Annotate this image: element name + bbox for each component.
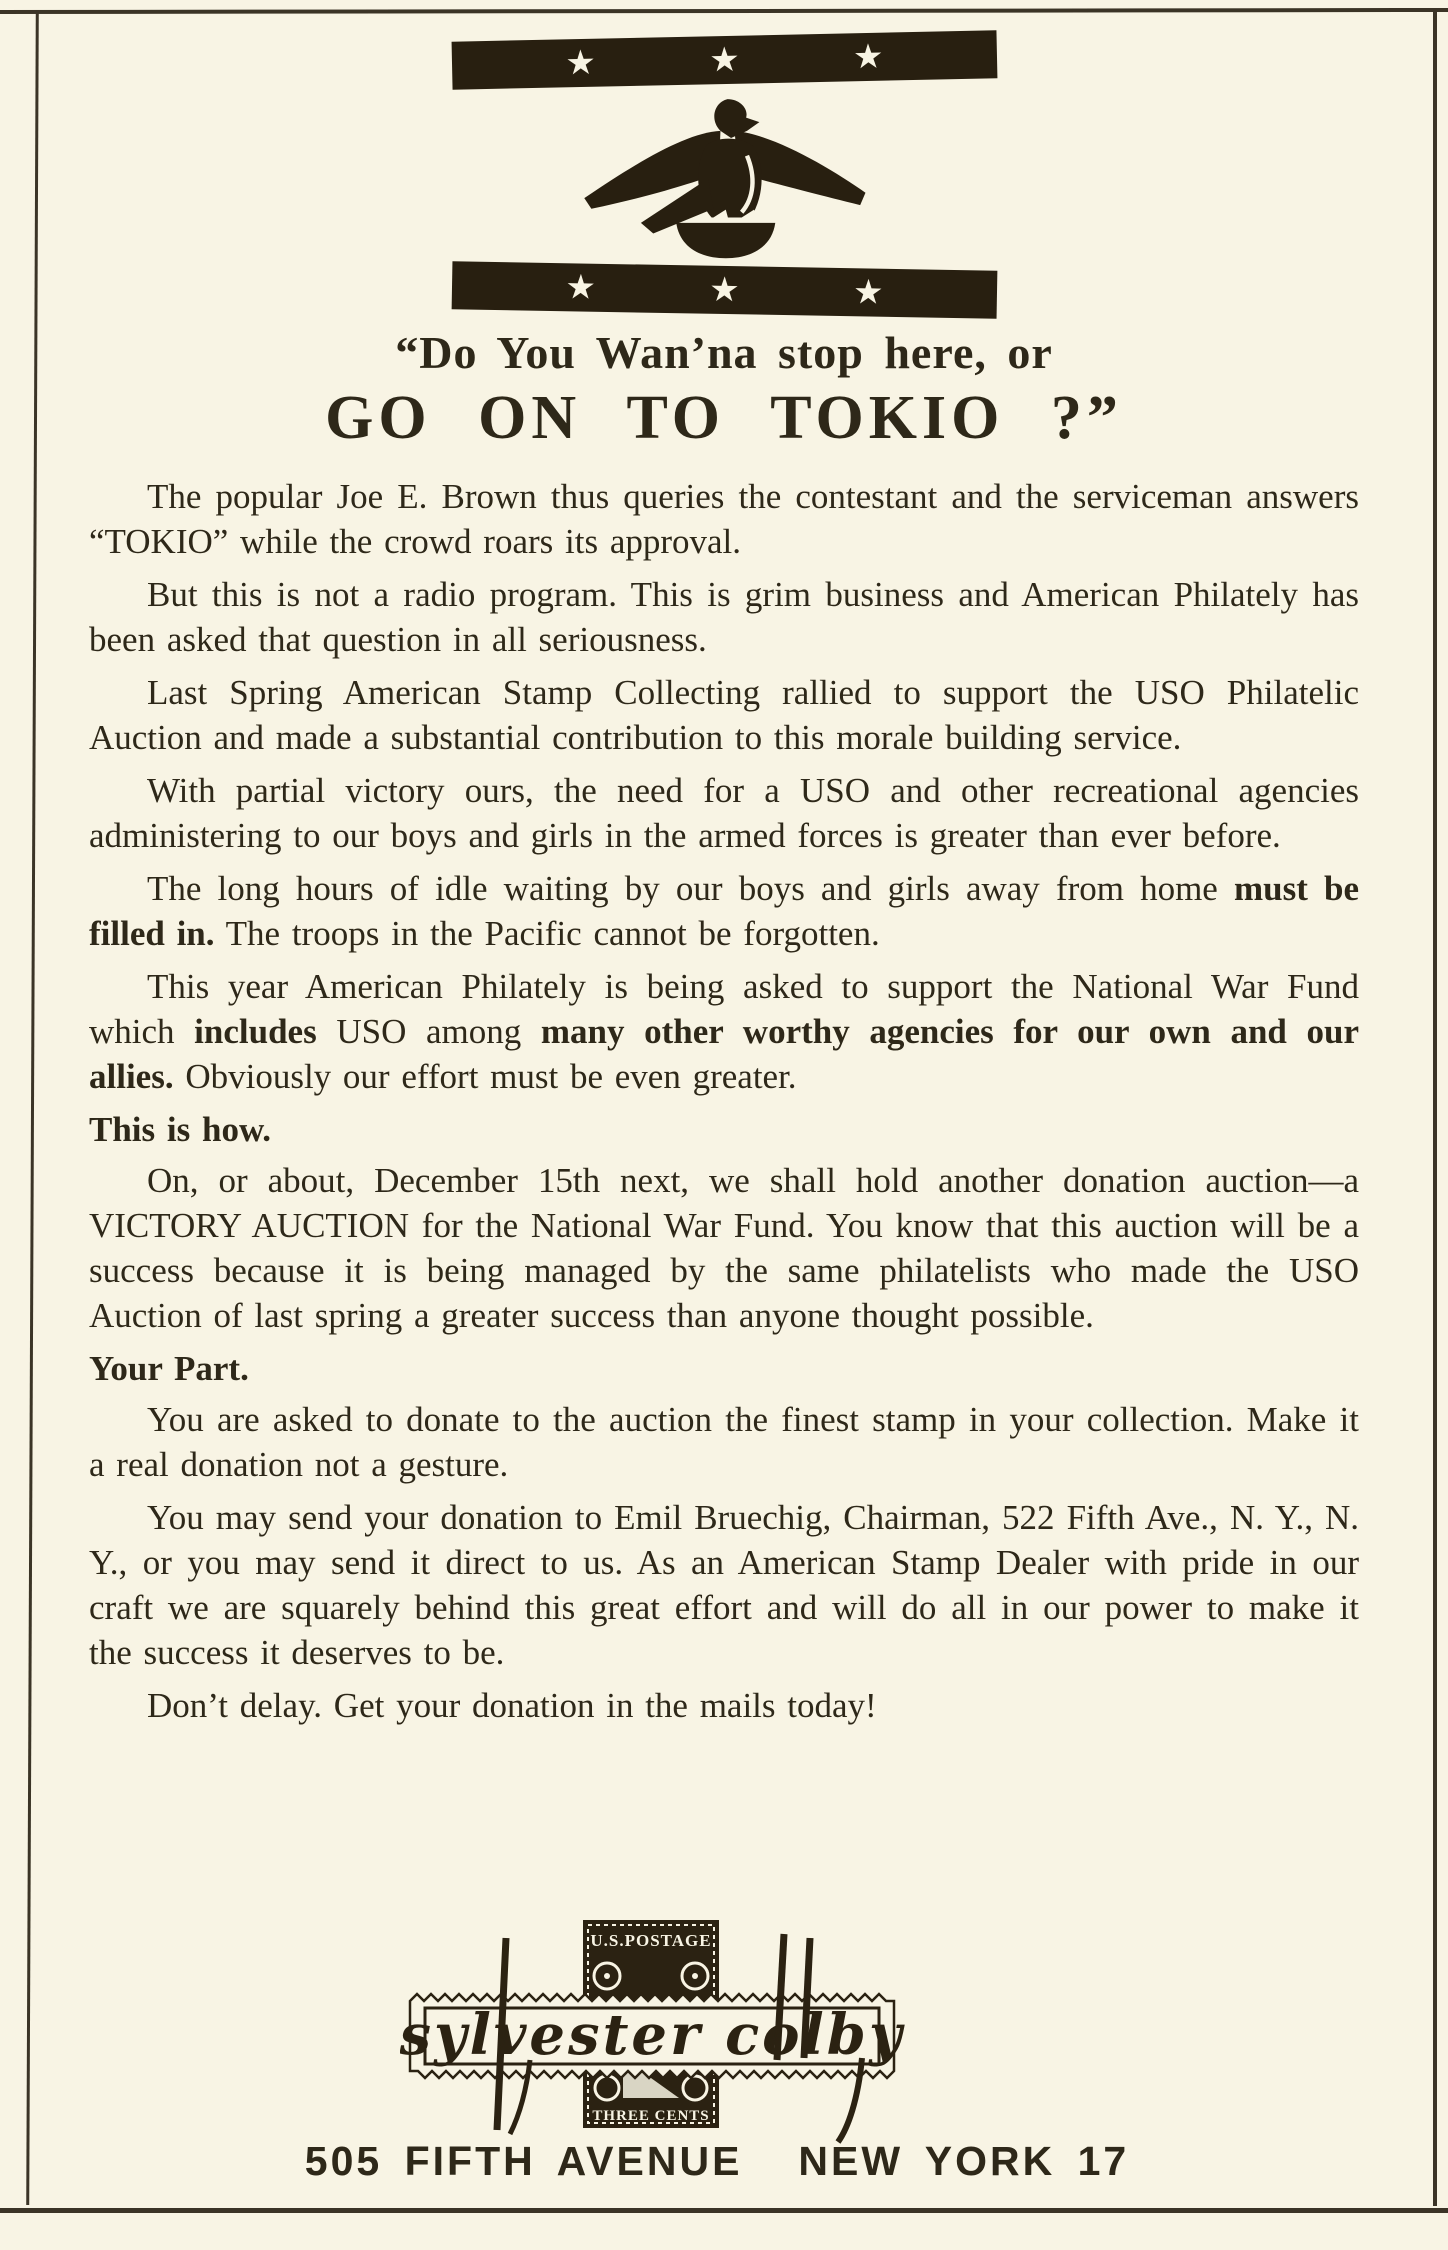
paragraph: Don’t delay. Get your donation in the mails today! (147, 1686, 877, 1725)
star-bar-top (451, 30, 997, 89)
address-street: 505 FIFTH AVENUE (304, 2138, 743, 2184)
body-text (89, 474, 1359, 1728)
logo-banner (400, 1994, 905, 2078)
page-border-top (0, 8, 1448, 14)
headline-line1: “Do You Wan’na stop here, or (395, 327, 1053, 378)
stamp-top-label: U.S.POSTAGE (590, 1931, 712, 1950)
paragraph: The long hours of idle waiting by our boys and girls away from home must be filled in. The troops in the Pacific cannot be forgotten. (89, 869, 1359, 953)
star-bar-bottom (451, 261, 997, 319)
star-icon: ★ (708, 269, 740, 311)
stamp-bottom-label: THREE CENTS (592, 2108, 710, 2124)
section-heading: This is how. (89, 1110, 272, 1149)
logo (400, 1908, 1048, 2160)
paragraph: You may send your donation to Emil Bruechig, Chairman, 522 Fifth Ave., N. Y., N. Y., or you may send it direct to us. As an American Stamp Dealer with pride in our craft we are squarely behind this great effort and will do all in our power to make it the success it deserves to be. (89, 1498, 1359, 1672)
patriotic-emblem (444, 36, 1004, 314)
paragraph: With partial victory ours, the need for a USO and other recreational agencies administering to our boys and girls in the armed forces is greater than ever before. (89, 771, 1359, 855)
eagle-icon (569, 92, 879, 260)
paragraph: Last Spring American Stamp Collecting rallied to support the USO Philatelic Auction and made a substantial contribution to this morale building service. (89, 673, 1359, 757)
star-icon: ★ (708, 39, 740, 81)
logo-name: sylvester colby (400, 2002, 905, 2068)
section-heading: Your Part. (89, 1349, 249, 1388)
page-border-bottom (0, 2208, 1448, 2213)
paragraph: You are asked to donate to the auction the finest stamp in your collection. Make it a real donation not a gesture. (89, 1400, 1359, 1484)
headline (0, 326, 1448, 454)
paragraph: On, or about, December 15th next, we shall hold another donation auction—a VICTORY AUCTION for the National War Fund. You know that this auction will be a success because it is being managed by the same philatelists who made the USO Auction of last spring a greater success than anyone thought possible. (89, 1161, 1359, 1335)
paragraph: The popular Joe E. Brown thus queries the contestant and the serviceman answers “TOKIO” while the crowd roars its approval. (89, 477, 1359, 561)
star-icon: ★ (564, 267, 596, 308)
footer-address (0, 2138, 1434, 2185)
paragraph: But this is not a radio program. This is grim business and American Philately has been asked that question in all seriousness. (89, 575, 1359, 659)
star-icon: ★ (564, 42, 596, 84)
star-icon: ★ (852, 36, 884, 78)
address-city: NEW YORK 17 (798, 2138, 1130, 2184)
star-icon: ★ (852, 272, 884, 313)
headline-line2: GO ON TO TOKIO ?” (325, 384, 1123, 452)
paragraph: This year American Philately is being asked to support the National War Fund which includes USO among many other worthy agencies for our own and our allies. Obviously our effort must be even greater. (89, 967, 1359, 1096)
page-border-right (1433, 10, 1437, 2206)
